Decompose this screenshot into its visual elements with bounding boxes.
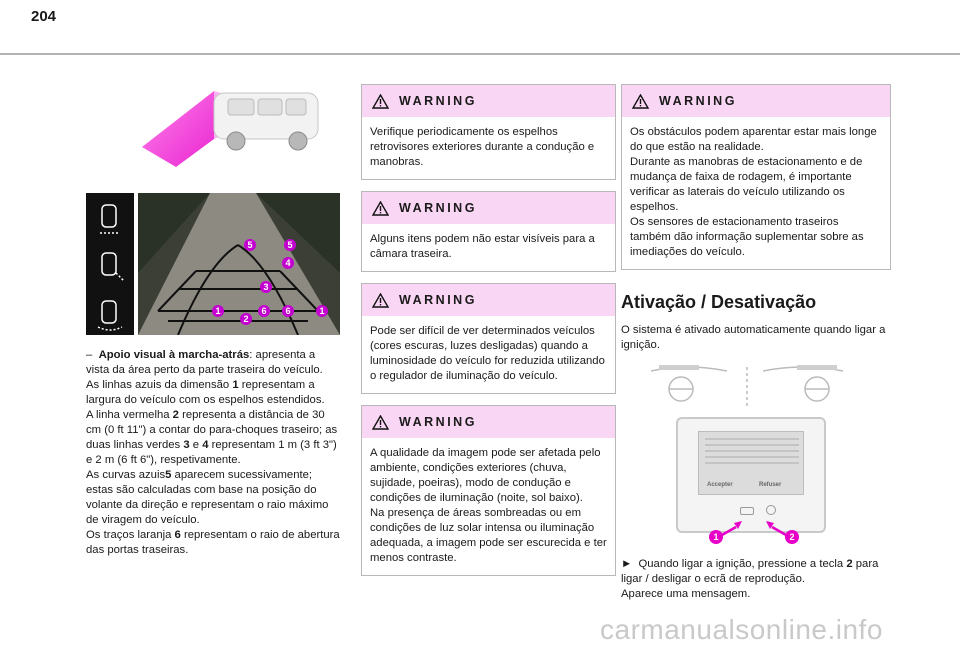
bullet-arrow-icon: ►	[621, 558, 633, 570]
marker-label-5a: 5	[247, 240, 253, 250]
callout-label-2: 2	[789, 532, 795, 542]
watermark: carmanualsonline.info	[600, 614, 883, 645]
camera-description	[86, 348, 341, 558]
screen-message-lines	[705, 438, 799, 466]
column-left	[86, 70, 341, 558]
warning-text: A qualidade da imagem pode ser afetada pelo ambiente, condições exteriores (chuva, sujidade, poeiras), modo de condução e condições de iluminação (noite, sol baixo). Na presença de áreas sombreadas ou em condições de luz solar intensa ou iluminação adequada, a imagem pode ser escurecida e ter menos contraste.	[370, 447, 607, 564]
callout-label-1: 1	[713, 532, 719, 542]
warning-triangle-icon	[372, 415, 389, 430]
column-right	[621, 84, 891, 602]
warning-title: WARNING	[399, 415, 477, 429]
header-rule	[0, 53, 960, 55]
display-screen-figure	[676, 417, 826, 543]
section-title: Ativação / Desativação	[621, 292, 817, 312]
car-side-view-icon	[102, 253, 116, 275]
warning-text: Os obstáculos podem aparentar estar mais longe do que estão na realidade. Durante as manobras de estacionamento e de mudança de faixa de rodagem, é importante verificar as laterais do veículo utilizando os espelhos. Os sensores de estacionamento traseiros também dão informação suplementar sobre as imediações do veículo.	[630, 126, 877, 258]
marker-label-5b: 5	[287, 240, 293, 250]
column-middle	[361, 84, 616, 587]
item-intro: : apresenta a vista da área perto da parte traseira do veículo.	[86, 349, 323, 376]
paragraph-blue-lines: As linhas azuis da dimensão 1 representam a largura do veículo com os espelhos estendidos.	[86, 379, 325, 406]
warning-header	[362, 284, 615, 316]
marker-label-3: 3	[263, 282, 269, 292]
warning-box	[361, 405, 616, 576]
warning-box	[621, 84, 891, 270]
warning-triangle-icon	[372, 293, 389, 308]
camera-image	[138, 193, 340, 335]
rear-camera-view-figure	[86, 193, 340, 335]
power-key[interactable]	[766, 505, 776, 515]
refuse-button[interactable]: Refuser	[759, 482, 782, 488]
marker-label-6a: 6	[261, 306, 267, 316]
warning-triangle-icon	[632, 94, 649, 109]
instruction-note: Aparece uma mensagem.	[621, 588, 751, 600]
camera-mode-icons-panel	[86, 193, 134, 335]
warning-text: Pode ser difícil de ver determinados veículos (cores escuras, luzes desligadas) quando a luminosidade do veículo for reduzida utilizando o regulador de iluminação do veículo.	[370, 325, 605, 382]
marker-label-4: 4	[285, 258, 291, 268]
warning-header	[362, 85, 615, 117]
warning-title: WARNING	[399, 293, 477, 307]
dash: –	[86, 349, 93, 361]
display-screen	[698, 431, 804, 495]
warning-header	[362, 406, 615, 438]
page-number: 204	[31, 8, 57, 25]
warning-box	[361, 191, 616, 272]
warning-triangle-icon	[372, 94, 389, 109]
accept-button[interactable]: Accepter	[707, 482, 733, 488]
warning-text: Verifique periodicamente os espelhos retrovisores exteriores durante a condução e manobras.	[370, 126, 595, 168]
warning-title: WARNING	[399, 94, 477, 108]
vehicle-camera-cone-illustration	[116, 83, 336, 173]
car-top-view-icon	[102, 205, 116, 227]
instruction-step: ► Quando ligar a ignição, pressione a tecla 2 para ligar / desligar o ecrã de reprodução.	[621, 558, 879, 585]
warning-triangle-icon	[372, 201, 389, 216]
instruction	[621, 557, 891, 602]
item-heading	[86, 348, 341, 378]
warning-header	[622, 85, 890, 117]
callout-arrows	[686, 515, 826, 545]
car-wide-view-icon	[102, 301, 116, 323]
warning-box	[361, 84, 616, 180]
paragraph-orange-dashes: Os traços laranja 6 representam o raio de abertura das portas traseiras.	[86, 529, 340, 556]
section-intro: O sistema é ativado automaticamente quando ligar a ignição.	[621, 324, 886, 351]
dashboard-illustration	[647, 363, 847, 409]
paragraph-red-green-lines: A linha vermelha 2 representa a distância de 30 cm (0 ft 11") a contar do para-choques traseiro; as duas linhas verdes 3 e 4 representam 1 m (3 ft 3") e 2 m (6 ft 6"), respetivamente.	[86, 409, 338, 466]
marker-label-2: 2	[243, 314, 249, 324]
display-off-key[interactable]	[740, 507, 754, 515]
paragraph-blue-curves: As curvas azuis5 aparecem sucessivamente; estas são calculadas com base na posição do volante da direção e representam o raio máximo de viragem do veículo.	[86, 469, 329, 526]
warning-text: Alguns itens podem não estar visíveis para a câmara traseira.	[370, 233, 595, 260]
warning-title: WARNING	[399, 201, 477, 215]
warning-header	[362, 192, 615, 224]
warning-title: WARNING	[659, 94, 737, 108]
marker-label-1a: 1	[215, 306, 221, 316]
marker-label-6b: 6	[285, 306, 291, 316]
item-title: Apoio visual à marcha-atrás	[98, 349, 250, 361]
marker-label-1b: 1	[319, 306, 325, 316]
warning-box	[361, 283, 616, 394]
